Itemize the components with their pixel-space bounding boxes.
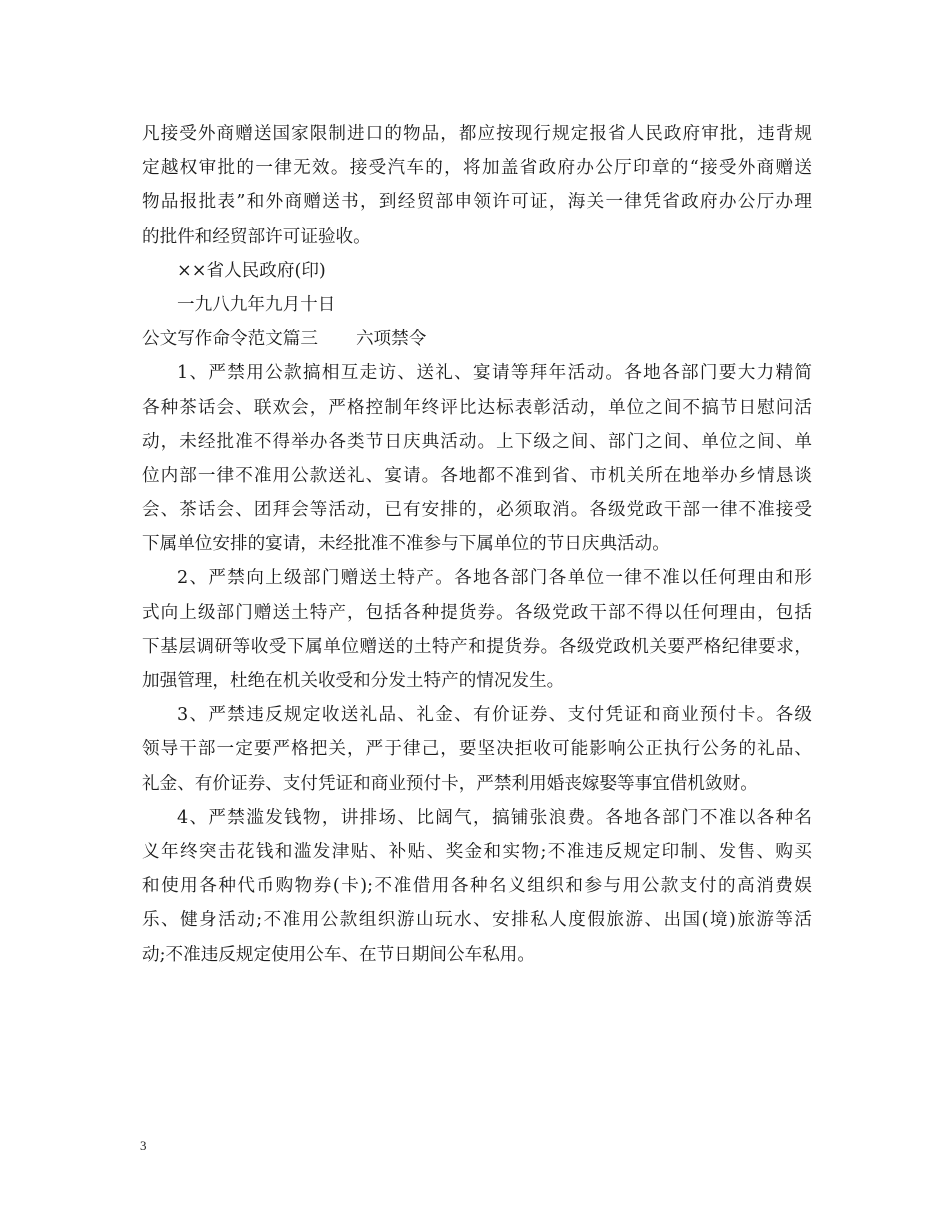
text-line: 和使用各种代币购物券(卡);不准借用各种名义组织和参与用公款支付的高消费娱 [142,876,812,897]
paragraph-item-2 [142,561,812,698]
paragraph-item-1 [142,356,812,561]
text-line: 下属单位安排的宴请，未经批准不准参与下属单位的节日庆典活动。 [142,534,670,555]
text-line: 位内部一律不准用公款送礼、宴请。各地都不准到省、市机关所在地举办乡情恳谈 [142,465,812,486]
text-line: 4、严禁滥发钱物，讲排场、比阔气，搞铺张浪费。各地各部门不准以各种名 [177,807,812,828]
text-line: 下基层调研等收受下属单位赠送的土特产和提货券。各级党政机关要严格纪律要求， [142,636,812,657]
text-line: 物品报批表”和外商赠送书，到经贸部申领许可证，海关一律凭省政府办公厅办理 [142,192,812,213]
text-line: 凡接受外商赠送国家限制进口的物品，都应按现行规定报省人民政府审批，违背规 [142,124,812,144]
text-line: 乐、健身活动;不准用公款组织游山玩水、安排私人度假旅游、出国(境)旅游等活 [142,910,812,931]
text-line: 2、严禁向上级部门赠送土特产。各地各部门各单位一律不准以任何理由和形 [177,568,812,589]
text-line: 1、严禁用公款搞相互走访、送礼、宴请等拜年活动。各地各部门要大力精简 [177,363,812,384]
paragraph-continuation [142,117,812,254]
section-subtitle: 六项禁令 [355,329,427,350]
text-line: 义年终突击花钱和滥发津贴、补贴、奖金和实物;不准违反规定印制、发售、购买 [142,841,812,862]
date-line: 一九八九年九月十日 [177,294,336,315]
text-line: 会、茶话会、团拜会等活动，已有安排的，必须取消。各级党政干部一律不准接受 [142,500,812,521]
signature-line: ××省人民政府(印) [177,260,326,281]
text-line: 动;不准违反规定使用公车、在节日期间公车私用。 [142,944,535,965]
text-line: 领导干部一定要严格把关，严于律己，要坚决拒收可能影响公正执行公务的礼品、 [142,739,812,760]
text-line: 动，未经批准不得举办各类节日庆典活动。上下级之间、部门之间、单位之间、单 [142,431,812,452]
text-line: 各种茶话会、联欢会，严格控制年终评比达标表彰活动，单位之间不搞节日慰问活 [142,397,812,418]
text-line: 3、严禁违反规定收送礼品、礼金、有价证券、支付凭证和商业预付卡。各级 [177,705,812,726]
document-body [142,117,812,972]
section-heading [142,322,812,356]
paragraph-item-4 [142,801,812,972]
text-line: 式向上级部门赠送土特产，包括各种提货券。各级党政干部不得以任何理由，包括 [142,602,812,623]
text-line: 加强管理，杜绝在机关收受和分发土特产的情况发生。 [142,671,565,691]
text-line: 的批件和经贸部许可证验收。 [142,226,371,247]
page-number: 3 [140,1138,147,1153]
section-title: 公文写作命令范文篇三 [142,329,318,350]
text-line: 礼金、有价证券、支付凭证和商业预付卡，严禁利用婚丧嫁娶等事宜借机敛财。 [142,773,758,794]
text-line: 定越权审批的一律无效。接受汽车的，将加盖省政府办公厅印章的“接受外商赠送 [142,158,812,179]
paragraph-item-3 [142,698,812,801]
